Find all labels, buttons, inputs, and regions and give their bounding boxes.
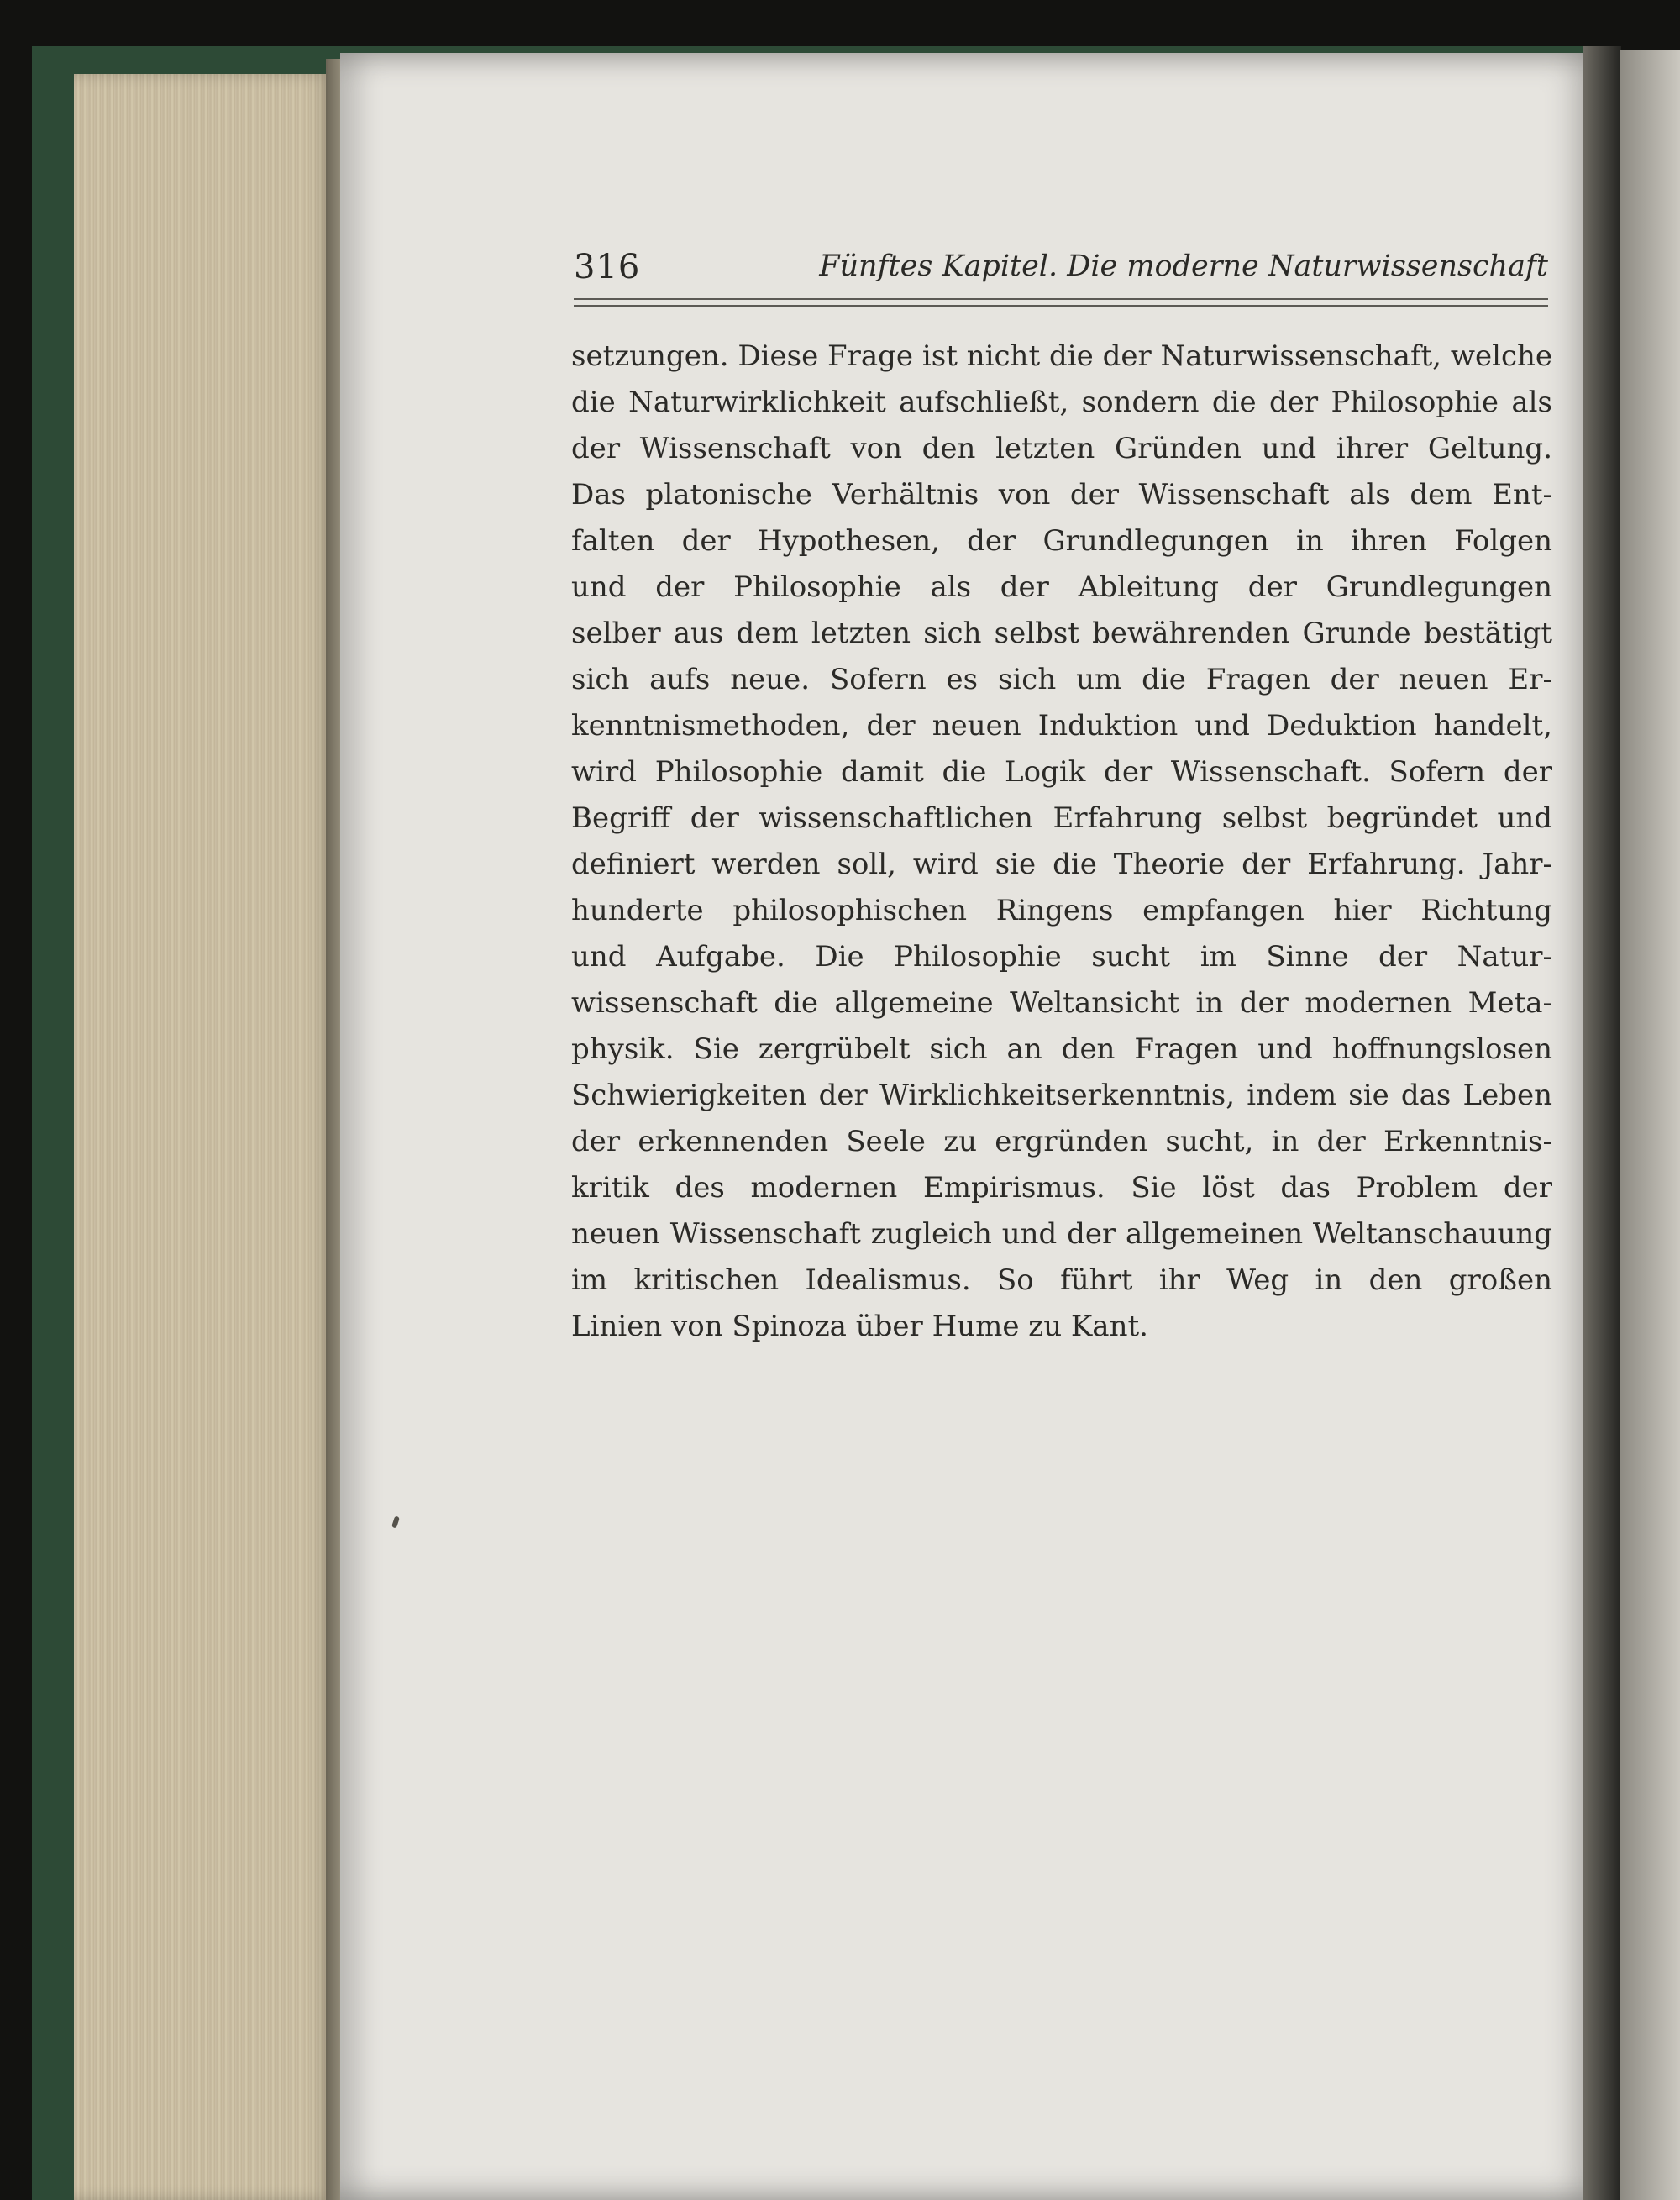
text-line: und der Philosophie als der Ableitung der Grundlegungen — [571, 570, 1552, 604]
text-line: Schwierigkeiten der Wirklichkeitserkenntnis, indem sie das Leben — [571, 1079, 1552, 1112]
running-head: Fünftes Kapitel. Die moderne Naturwissenschaft — [819, 249, 1548, 283]
text-line: und Aufgabe. Die Philosophie sucht im Sinne der Natur- — [571, 940, 1552, 974]
text-line: kritik des modernen Empirismus. Sie löst das Problem der — [571, 1171, 1552, 1205]
page-number: 316 — [574, 248, 641, 286]
book-gutter — [1583, 46, 1621, 2200]
text-line: falten der Hypothesen, der Grundlegungen in ihren Folgen — [571, 524, 1552, 558]
header-rule — [574, 305, 1548, 307]
text-line: neuen Wissenschaft zugleich und der allgemeinen Weltanschauung — [571, 1217, 1552, 1251]
body-text — [571, 333, 1552, 1350]
text-line: wissenschaft die allgemeine Weltansicht in der modernen Meta- — [571, 986, 1552, 1020]
text-line: definiert werden soll, wird sie die Theorie der Erfahrung. Jahr- — [571, 848, 1552, 881]
text-line: Das platonische Verhältnis von der Wissenschaft als dem Ent- — [571, 478, 1552, 512]
header-rule — [574, 298, 1548, 300]
text-line: setzungen. Diese Frage ist nicht die der Naturwissenschaft, welche — [571, 339, 1552, 373]
text-line: hunderte philosophischen Ringens empfangen hier Richtung — [571, 894, 1552, 927]
text-line: Linien von Spinoza über Hume zu Kant. — [571, 1310, 1148, 1343]
page-header — [574, 248, 1548, 298]
text-line: wird Philosophie damit die Logik der Wissenschaft. Sofern der — [571, 755, 1552, 789]
text-line: der erkennenden Seele zu ergründen sucht, in der Erkenntnis- — [571, 1125, 1552, 1158]
text-line: sich aufs neue. Sofern es sich um die Fragen der neuen Er- — [571, 663, 1552, 696]
text-line: selber aus dem letzten sich selbst bewährenden Grunde bestätigt — [571, 617, 1552, 650]
text-line: die Naturwirklichkeit aufschließt, sondern die der Philosophie als — [571, 386, 1552, 419]
text-line: physik. Sie zergrübelt sich an den Fragen und hoffnungslosen — [571, 1032, 1552, 1066]
page-block-edge — [74, 74, 334, 2200]
text-line: kenntnismethoden, der neuen Induktion und Deduktion handelt, — [571, 709, 1552, 743]
text-line: Begriff der wissenschaftlichen Erfahrung selbst begründet und — [571, 801, 1552, 835]
facing-page-edge — [1620, 50, 1680, 2200]
text-line: der Wissenschaft von den letzten Gründen und ihrer Geltung. — [571, 432, 1552, 465]
text-line: im kritischen Idealismus. So führt ihr Weg in den großen — [571, 1263, 1552, 1297]
